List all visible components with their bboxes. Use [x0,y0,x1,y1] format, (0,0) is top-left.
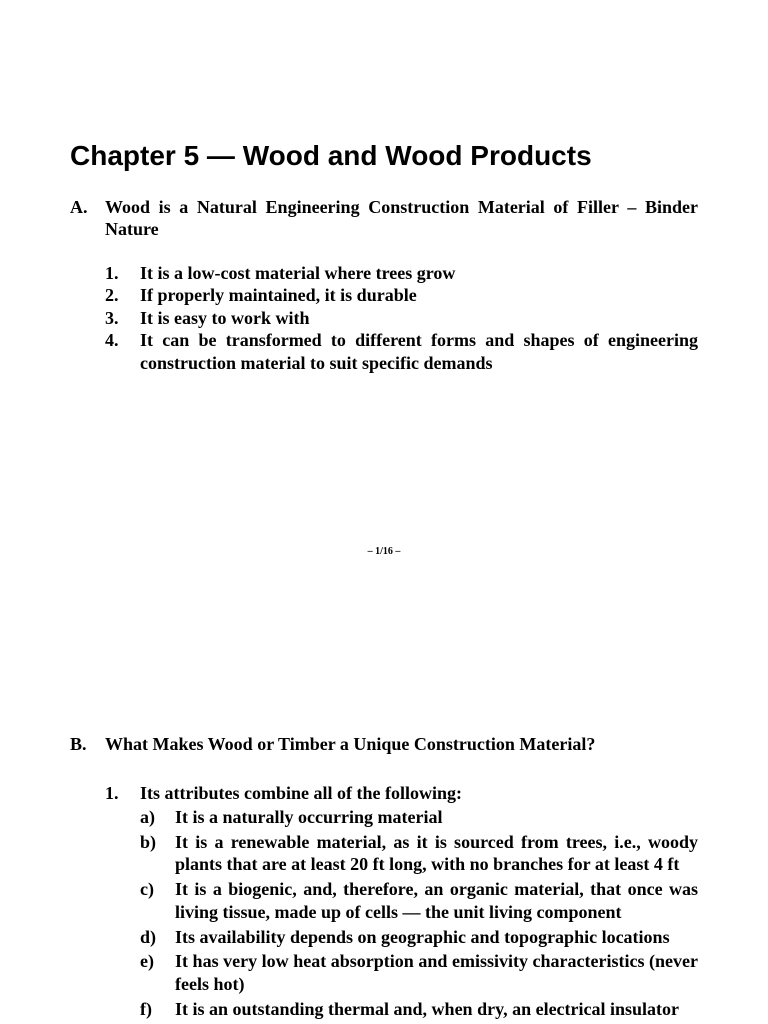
list-item-number: 4. [105,330,119,351]
sublist-item-text: It is a naturally occurring material [175,807,443,827]
sublist-item [140,831,698,876]
section-a-heading [70,196,698,240]
page-title: Chapter 5 — Wood and Wood Products [70,140,592,171]
list-item [105,284,698,306]
list-item-number: 1. [105,263,119,283]
list-item-text: It is easy to work with [140,307,310,328]
list-item-text: It can be transformed to different forms and shapes of engineering construction material to suit specific demands [140,330,698,373]
sublist-item [140,950,698,995]
sublist-item-text: It is a biogenic, and, therefore, an organic material, that once was living tissue, made up of cells — the unit living component [175,879,698,922]
list-item [105,307,698,329]
sublist-item-text: It is a renewable material, as it is sourced from trees, i.e., woody plants that are at least 20 ft long, with no branches for at least 4 ft [175,831,698,875]
list-item-number: 1. [105,783,119,803]
sublist-item [140,998,698,1020]
list-item [105,262,698,284]
section-a-heading-text: Wood is a Natural Engineering Construction Material of Filler – Binder Nature [105,197,698,239]
section-b-list [105,782,698,804]
list-item-text: It is a low-cost material where trees grow [140,263,456,283]
sublist-item [140,878,698,923]
sublist-item-letter: d) [140,926,157,947]
sublist-item-letter: a) [140,807,155,827]
list-item [105,329,698,374]
sublist-item-text: It is an outstanding thermal and, when dry, an electrical insulator [175,998,680,1019]
section-b-sublist [140,806,698,1023]
list-item-text: If properly maintained, it is durable [140,285,417,306]
sublist-item [140,926,698,948]
list-item-number: 3. [105,307,119,328]
list-item-number: 2. [105,285,119,306]
sublist-item-text: Its availability depends on geographic and topographic locations [175,926,670,947]
sublist-item-letter: b) [140,831,157,852]
list-item [105,782,698,804]
section-a-label: A. [70,197,88,217]
sublist-item-text: It has very low heat absorption and emissivity characteristics (never feels hot) [175,951,698,994]
section-b-label: B. [70,734,87,754]
sublist-item [140,806,698,828]
sublist-item-letter: e) [140,951,154,972]
page-number: – 1/16 – [367,546,401,557]
section-a-list [105,262,698,374]
sublist-item-letter: c) [140,879,154,900]
list-item-text: Its attributes combine all of the following: [140,783,462,803]
sublist-item-letter: f) [140,998,152,1019]
section-b-heading-text: What Makes Wood or Timber a Unique Construction Material? [105,734,596,754]
section-b-heading [70,733,698,755]
